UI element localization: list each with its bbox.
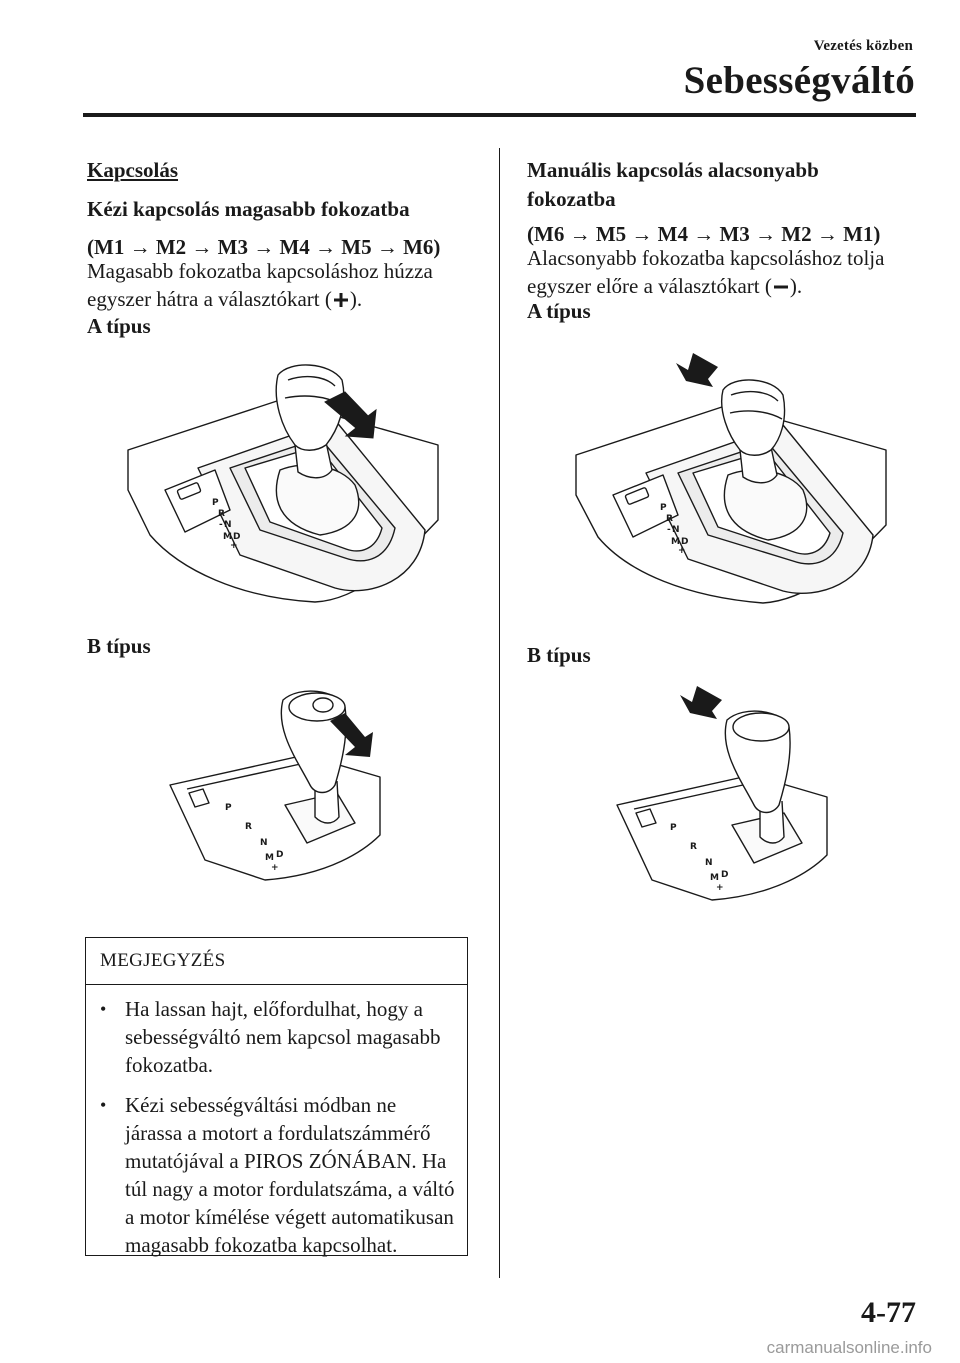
shifter-type-a-upshift-illustration [120,350,440,610]
shifter-type-b-upshift-illustration [165,685,390,890]
gate-label-m: M [265,853,274,863]
chapter-title: Vezetés közben [813,38,913,54]
gate-label-plus: + [678,546,686,556]
arrow-forward-icon [680,686,722,719]
gate-label-plus: + [230,541,238,551]
gate-label-minus: - [667,525,671,535]
downshift-body: Alacsonyabb fokozatba kapcsoláshoz tolja egyszer előre a választókart ( ). [527,246,885,298]
upshift-body: Magasabb fokozatba kapcsoláshoz húzza egyszer hátra a választókart ( ). [87,259,433,311]
gate-label-n: N [224,520,232,530]
plus-icon [334,293,348,307]
gate-label-m: M [223,532,232,542]
gate-label-r: R [218,509,225,519]
gate-label-n: N [672,525,680,535]
downshift-heading: Manuális kapcsolás alacsonyabb fokozatba [527,158,819,211]
gate-label-n: N [705,858,713,868]
note-item: • Kézi sebességváltási módban ne járassa a motort a fordulatszámmérő mutatójával a PIROS ZÓNÁBAN. Ha túl nagy a motor fordulatszáma, a váltó a motor kímélése végett automatikusan magasabb fokozatba kapcsolhat. [100,1093,455,1257]
gate-label-n: N [260,838,268,848]
gate-label-p: P [660,503,667,513]
gate-label-d: D [276,850,284,860]
header-rule [83,113,916,117]
right-type-a-label: A típus [527,299,591,323]
gate-label-plus: + [716,883,724,893]
gate-label-d: D [681,537,689,547]
gate-label-r: R [666,514,673,524]
shifter-type-a-downshift-illustration [568,345,888,605]
note-list [86,985,467,1259]
gate-label-m: M [671,537,680,547]
gate-label-p: P [225,803,232,813]
gate-label-minus: - [219,520,223,530]
bullet-icon: • [100,999,107,1019]
bullet-icon: • [100,1095,107,1115]
gate-label-r: R [690,842,697,852]
gate-label-p: P [212,498,219,508]
note-heading: MEGJEGYZÉS [86,938,467,985]
page-number: 4-77 [861,1296,916,1329]
left-section-heading: Kapcsolás [87,158,179,182]
upshift-heading: Kézi kapcsolás magasabb fokozatba [87,197,410,221]
downshift-sequence: (M6 → M5 → M4 → M3 → M2 → M1) [527,222,881,246]
left-type-b-label: B típus [87,634,151,658]
left-type-a-label: A típus [87,314,151,338]
section-title: Sebességváltó [683,59,915,102]
shifter-type-b-downshift-illustration [612,680,837,910]
upshift-sequence: (M1 → M2 → M3 → M4 → M5 → M6) [87,235,441,259]
gate-label-plus: + [271,863,279,873]
gate-label-m: M [710,873,719,883]
note-box [85,937,468,1256]
gate-label-r: R [245,822,252,832]
gate-label-d: D [233,532,241,542]
note-item: • Ha lassan hajt, előfordulhat, hogy a sebességváltó nem kapcsol magasabb fokozatba. [100,997,441,1077]
gate-label-d: D [721,870,729,880]
arrow-forward-icon [676,353,718,387]
right-type-b-label: B típus [527,643,591,667]
watermark-text: carmanualsonline.info [766,1338,932,1357]
gate-label-p: P [670,823,677,833]
minus-icon [774,280,788,294]
column-divider [499,148,500,1278]
